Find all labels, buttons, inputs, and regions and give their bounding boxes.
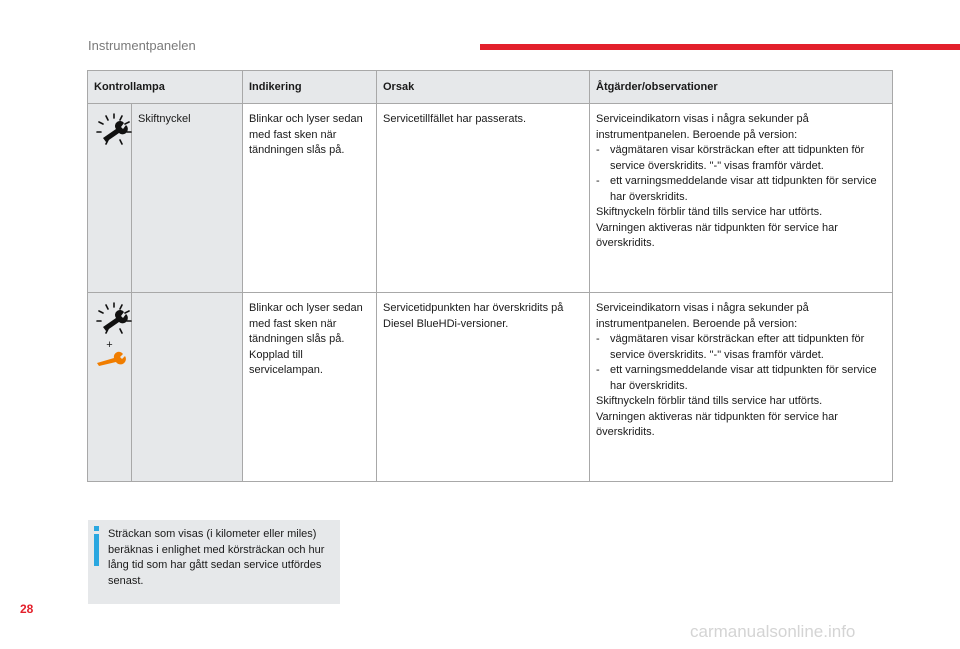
actions-bullet: - vägmätaren visar körsträckan efter att tidpunkten för service överskridits. "-" visas framför värdet. bbox=[596, 333, 865, 361]
info-note-text: Sträckan som visas (i kilometer eller miles) beräknas i enlighet med körsträckan och hur lång tid som har gått sedan service utfördes senast. bbox=[108, 528, 325, 587]
icon-cell bbox=[88, 104, 132, 293]
wrench-flashing-icon bbox=[94, 301, 134, 341]
actions-outro: Varningen aktiveras när tidpunkten för service har överskridits. bbox=[596, 221, 838, 249]
cause-cell: Servicetidpunkten har överskridits på Diesel BlueHDi-versioner. bbox=[377, 293, 590, 482]
plus-sign: + bbox=[106, 338, 113, 351]
actions-intro: Serviceindikatorn visas i några sekunder på instrumentpanelen. Beroende på version: bbox=[596, 113, 809, 141]
table-header-row bbox=[88, 71, 893, 104]
actions-cell bbox=[590, 104, 893, 293]
header-orsak: Orsak bbox=[377, 71, 590, 104]
header-indikering: Indikering bbox=[243, 71, 377, 104]
actions-cell bbox=[590, 293, 893, 482]
info-note bbox=[88, 520, 340, 604]
actions-bullet: - ett varningsmeddelande visar att tidpunkten för service har överskridits. bbox=[596, 364, 877, 392]
table-row bbox=[88, 104, 893, 293]
actions-outro: Skiftnyckeln förblir tänd tills service har utförts. bbox=[596, 206, 823, 218]
actions-bullet: - ett varningsmeddelande visar att tidpunkten för service har överskridits. bbox=[596, 175, 877, 203]
info-icon bbox=[92, 526, 102, 566]
actions-outro: Skiftnyckeln förblir tänd tills service har utförts. bbox=[596, 395, 823, 407]
header-kontrollampa: Kontrollampa bbox=[88, 71, 243, 104]
indication-cell: Blinkar och lyser sedan med fast sken när tändningen slås på. bbox=[243, 104, 377, 293]
header-accent-bar bbox=[480, 44, 960, 50]
icon-cell bbox=[88, 293, 132, 482]
actions-outro: Varningen aktiveras när tidpunkten för service har överskridits. bbox=[596, 410, 838, 438]
indication-cell: Blinkar och lyser sedan med fast sken när tändningen slås på. Kopplad till servicelampan. bbox=[243, 293, 377, 482]
lamp-name: Skiftnyckel bbox=[132, 104, 243, 293]
header-atgarder: Åtgärder/observationer bbox=[590, 71, 893, 104]
watermark: carmanualsonline.info bbox=[690, 622, 856, 641]
page-number: 28 bbox=[20, 602, 34, 616]
table-row bbox=[88, 293, 893, 482]
actions-intro: Serviceindikatorn visas i några sekunder på instrumentpanelen. Beroende på version: bbox=[596, 302, 809, 330]
orange-wrench-icon bbox=[94, 351, 128, 373]
warning-lamp-table bbox=[87, 70, 893, 482]
wrench-flashing-icon bbox=[94, 112, 134, 152]
lamp-name bbox=[132, 293, 243, 482]
cause-cell: Servicetillfället har passerats. bbox=[377, 104, 590, 293]
actions-bullet: - vägmätaren visar körsträckan efter att tidpunkten för service överskridits. "-" visas framför värdet. bbox=[596, 144, 865, 172]
section-title: Instrumentpanelen bbox=[88, 38, 196, 53]
